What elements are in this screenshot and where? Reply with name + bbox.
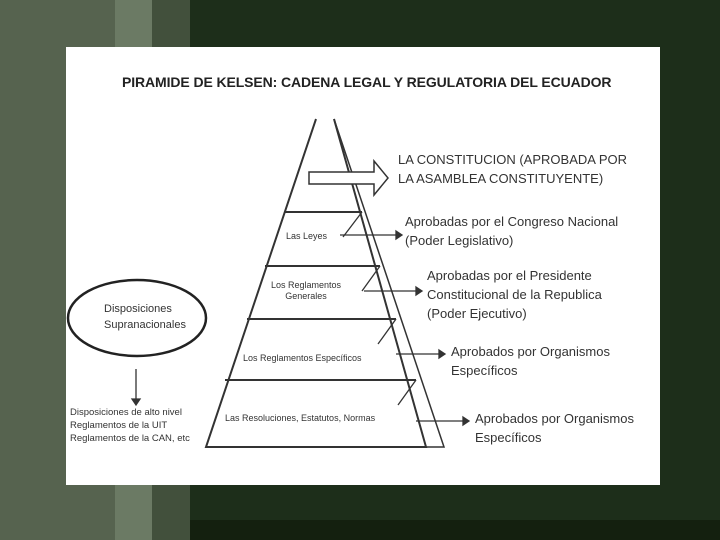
specific-regulations-description: Aprobados por Organismos Específicos [451, 344, 610, 378]
arrowhead [416, 287, 422, 295]
general-regulations-description: Aprobadas por el Presidente Constitucional de la Republica (Poder Ejecutivo) [427, 268, 602, 321]
constitution-arrow [309, 161, 388, 195]
arrowhead [396, 231, 402, 239]
level-label-specific-regulations: Los Reglamentos Específicos [243, 353, 362, 363]
level-label-resolutions: Las Resoluciones, Estatutos, Normas [225, 413, 376, 423]
side-diagonal [362, 266, 380, 291]
side-diagonal [343, 212, 362, 237]
slide [66, 47, 660, 485]
supranational-items: Disposiciones de alto nivel Reglamentos de la UIT Reglamentos de la CAN, etc [70, 407, 190, 444]
resolutions-description: Aprobados por Organismos Específicos [475, 411, 634, 445]
diagram-title: PIRAMIDE DE KELSEN: CADENA LEGAL Y REGULATORIA DEL ECUADOR [122, 74, 612, 90]
level-label-laws: Las Leyes [286, 231, 328, 241]
laws-description: Aprobadas por el Congreso Nacional (Poder Legislativo) [405, 214, 619, 248]
supranational-label: Disposiciones Supranacionales [104, 303, 186, 331]
level-label-general-regulations: Los Reglamentos Generales [271, 280, 342, 301]
arrowhead [132, 399, 140, 405]
background-band [190, 520, 720, 540]
arrowhead [439, 350, 445, 358]
arrowhead [463, 417, 469, 425]
constitution-description: LA CONSTITUCION (APROBADA POR LA ASAMBLEA CONSTITUYENTE) [398, 152, 627, 186]
